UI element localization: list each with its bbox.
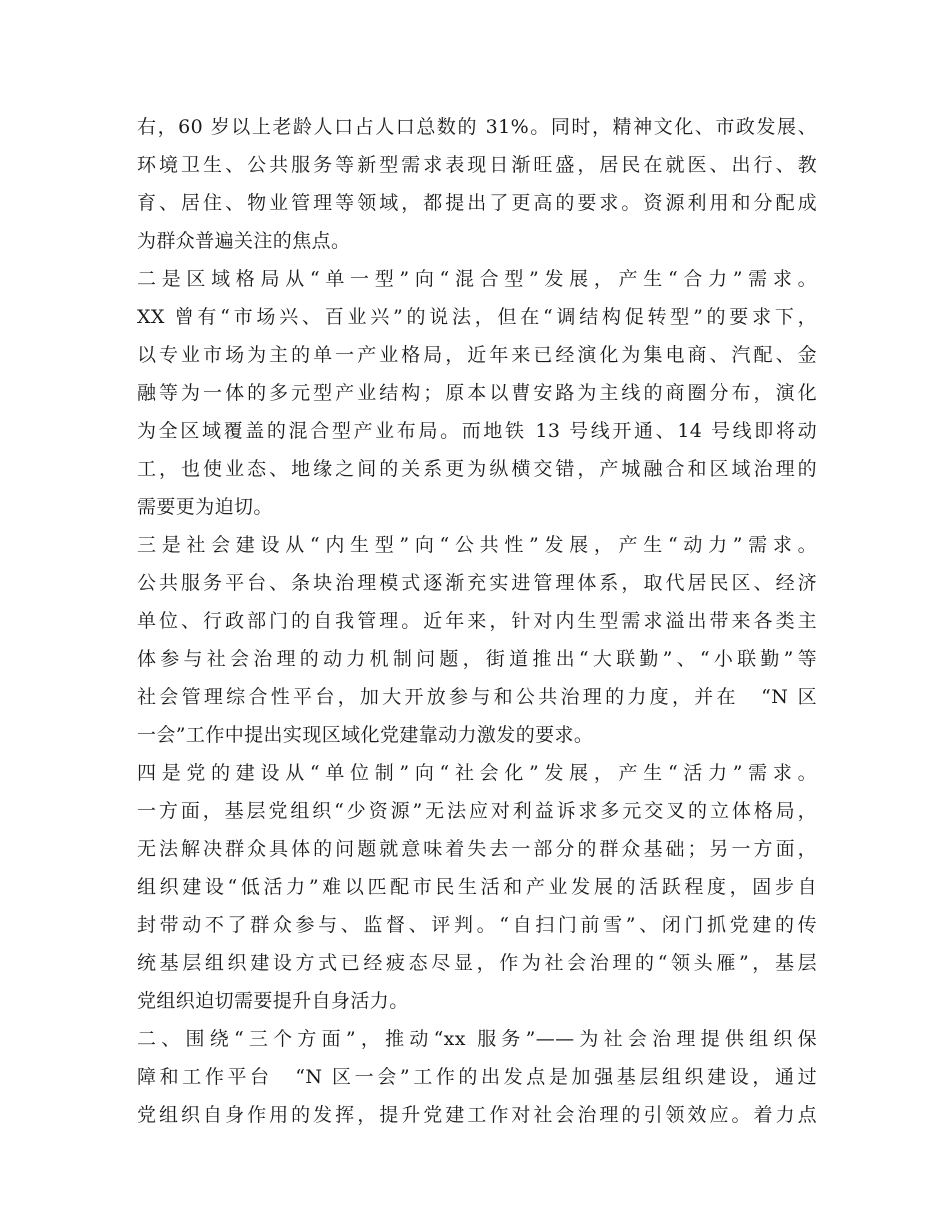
text-line-1: 右，60 岁以上老龄人口占人口总数的 31%。同时，精神文化、市政发展、 xyxy=(137,116,817,138)
text-line-18: 四是党的建设从“单位制”向“社会化”发展，产生“活力”需求。 xyxy=(137,762,817,784)
text-line-16: 社会管理综合性平台，加大开放参与和公共治理的力度，并在 “N 区 xyxy=(137,686,817,708)
text-line-14: 单位、行政部门的自我管理。近年来，针对内生型需求溢出带来各类主 xyxy=(137,610,817,632)
text-line-17: 一会”工作中提出实现区域化党建靠动力激发的要求。 xyxy=(137,724,594,746)
text-line-15: 体参与社会治理的动力机制问题，街道推出“大联勤”、“小联勤”等 xyxy=(137,648,817,670)
text-line-2: 环境卫生、公共服务等新型需求表现日渐旺盛，居民在就医、出行、教 xyxy=(137,154,817,176)
text-line-20: 无法解决群众具体的问题就意味着失去一部分的群众基础；另一方面， xyxy=(137,838,817,860)
text-line-6: XX 曾有“市场兴、百业兴”的说法，但在“调结构促转型”的要求下， xyxy=(137,306,817,328)
text-line-23: 统基层组织建设方式已经疲态尽显，作为社会治理的“领头雁”，基层 xyxy=(137,952,817,974)
text-line-10: 工，也使业态、地缘之间的关系更为纵横交错，产城融合和区域治理的 xyxy=(137,458,817,480)
text-line-3: 育、居住、物业管理等领域，都提出了更高的要求。资源利用和分配成 xyxy=(137,192,817,214)
text-line-5: 二是区域格局从“单一型”向“混合型”发展，产生“合力”需求。 xyxy=(137,268,817,290)
document-body xyxy=(137,108,817,1134)
text-line-27: 党组织自身作用的发挥，提升党建工作对社会治理的引领效应。着力点 xyxy=(137,1104,817,1126)
text-line-7: 以专业市场为主的单一产业格局，近年来已经演化为集电商、汽配、金 xyxy=(137,344,817,366)
text-line-12: 三是社会建设从“内生型”向“公共性”发展，产生“动力”需求。 xyxy=(137,534,817,556)
text-line-19: 一方面，基层党组织“少资源”无法应对利益诉求多元交叉的立体格局， xyxy=(137,800,817,822)
text-line-21: 组织建设“低活力”难以匹配市民生活和产业发展的活跃程度，固步自 xyxy=(137,876,817,898)
text-line-22: 封带动不了群众参与、监督、评判。“自扫门前雪”、闭门抓党建的传 xyxy=(137,914,817,936)
text-line-25: 二、围绕“三个方面”，推动“xx 服务”——为社会治理提供组织保 xyxy=(137,1028,817,1050)
text-line-11: 需要更为迫切。 xyxy=(137,496,273,518)
text-line-13: 公共服务平台、条块治理模式逐渐充实进管理体系，取代居民区、经济 xyxy=(137,572,817,594)
text-line-26: 障和工作平台 “N 区一会”工作的出发点是加强基层组织建设，通过 xyxy=(137,1066,817,1088)
text-line-24: 党组织迫切需要提升自身活力。 xyxy=(137,990,409,1012)
text-line-8: 融等为一体的多元型产业结构；原本以曹安路为主线的商圈分布，演化 xyxy=(137,382,817,404)
text-line-4: 为群众普遍关注的焦点。 xyxy=(137,230,351,252)
text-line-9: 为全区域覆盖的混合型产业布局。而地铁 13 号线开通、14 号线即将动 xyxy=(137,420,817,442)
